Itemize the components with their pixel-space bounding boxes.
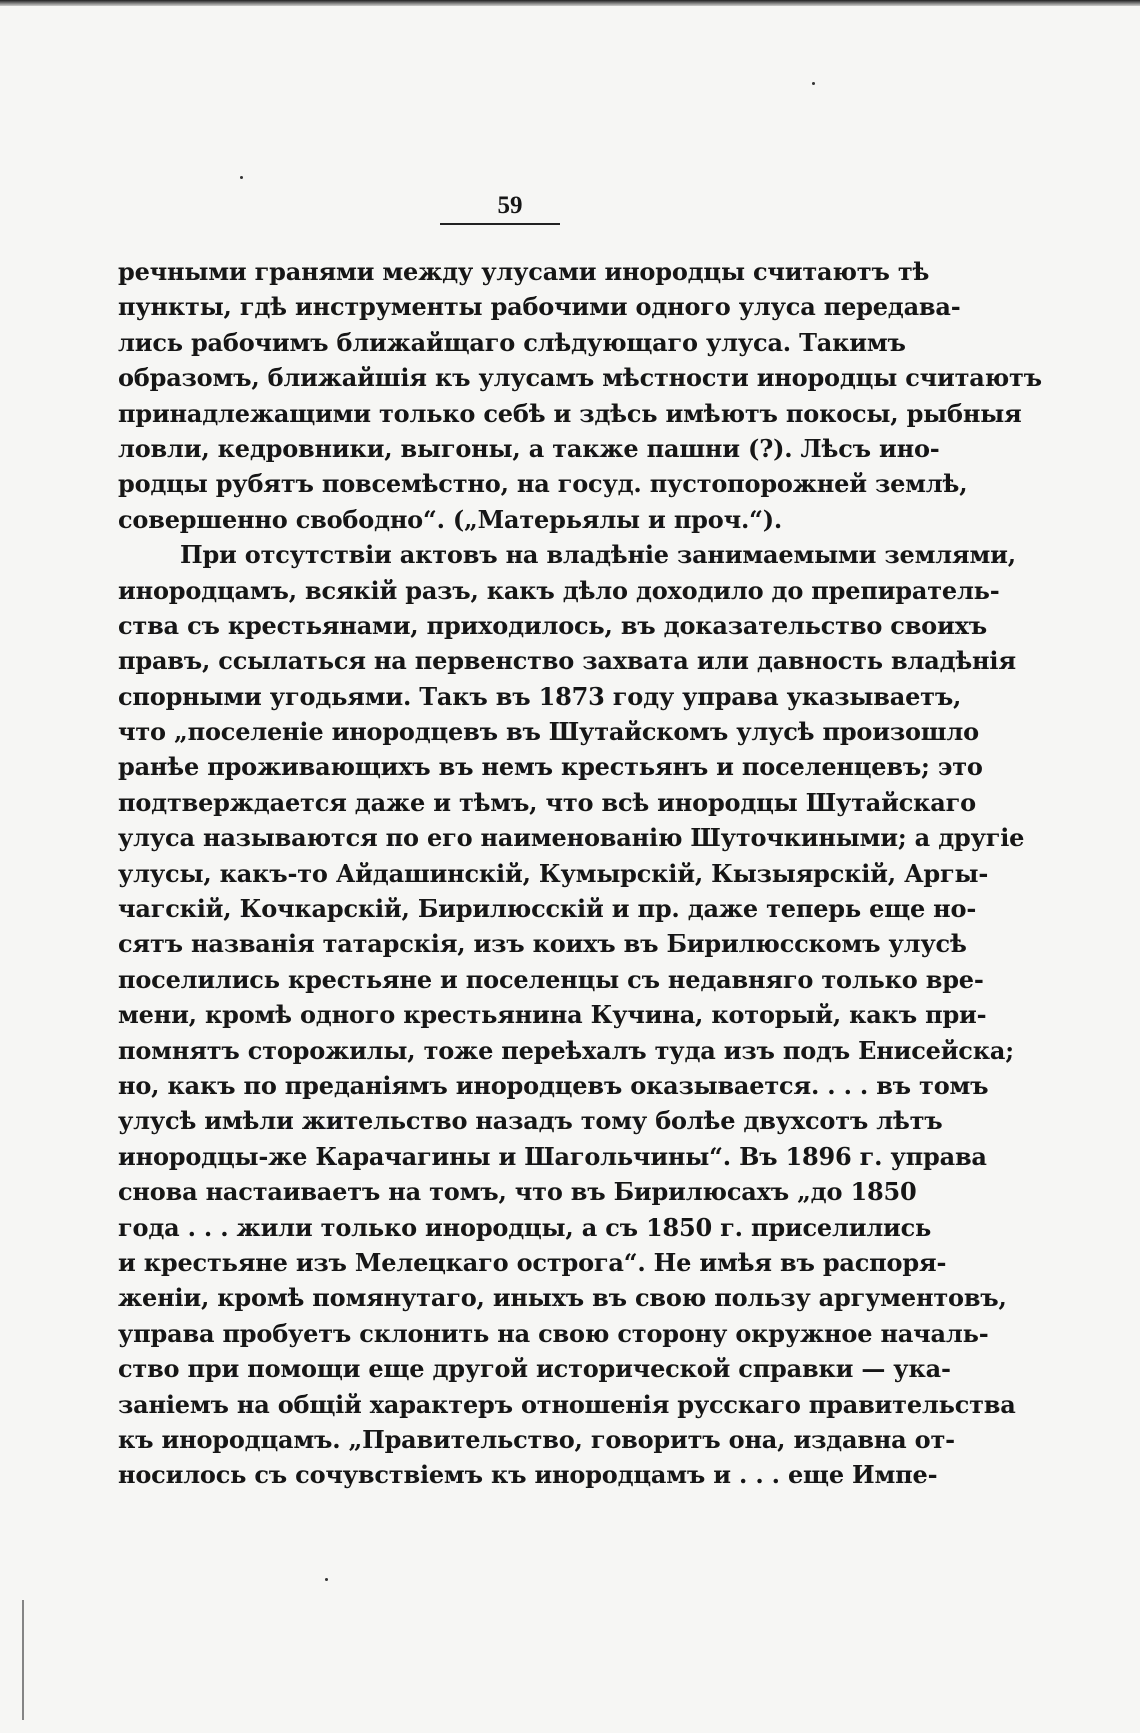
scan-left-edge xyxy=(22,1600,24,1720)
text-line: правъ, ссылаться на первенство захвата или давность владѣнія xyxy=(118,646,1016,676)
text-line: родцы рубятъ повсемѣстно, на госуд. пустопорожней землѣ, xyxy=(118,469,968,499)
text-line: ранѣе проживающихъ въ немъ крестьянъ и поселенцевъ; это xyxy=(118,752,983,782)
text-line: При отсутствіи актовъ на владѣніе занимаемыми землями, xyxy=(180,540,1016,570)
page-number-rule xyxy=(440,223,560,225)
text-line: чагскій, Кочкарскій, Бирилюсскій и пр. даже теперь еще но- xyxy=(118,894,977,924)
text-line: сятъ названія татарскія, изъ коихъ въ Бирилюсскомъ улусѣ xyxy=(118,929,967,959)
text-line: совершенно свободно“. („Матерьялы и проч.“). xyxy=(118,504,783,534)
text-line: улуса называются по его наименованію Шуточкиными; а другіе xyxy=(118,823,1025,853)
text-line: инородцы-же Карачагины и Шагольчины“. Въ 1896 г. управа xyxy=(118,1141,987,1171)
text-line: подтверждается даже и тѣмъ, что всѣ инородцы Шутайскаго xyxy=(118,787,976,817)
text-line: къ инородцамъ. „Правительство, говоритъ она, издавна от- xyxy=(118,1424,955,1454)
text-line: ство при помощи еще другой исторической справки — ука- xyxy=(118,1354,951,1384)
text-line: управа пробуетъ склонить на свою сторону окружное началь- xyxy=(118,1318,989,1348)
page-number: 59 xyxy=(497,192,523,219)
text-line: снова настаиваетъ на томъ, что въ Бирилюсахъ „до 1850 xyxy=(118,1177,917,1207)
text-line: ловли, кедровники, выгоны, а также пашни (?). Лѣсъ ино- xyxy=(118,433,940,463)
text-line: ства съ крестьянами, приходилось, въ доказательство своихъ xyxy=(118,610,987,640)
page-text xyxy=(118,254,1042,1493)
text-line: помнятъ сторожилы, тоже переѣхалъ туда изъ подъ Енисейска; xyxy=(118,1035,1014,1065)
text-line: образомъ, ближайшія къ улусамъ мѣстности инородцы считаютъ xyxy=(118,363,1042,393)
scan-speck xyxy=(240,176,243,179)
text-line: пункты, гдѣ инструменты рабочими одного улуса передава- xyxy=(118,292,961,322)
text-line: поселились крестьяне и поселенцы съ недавняго только вре- xyxy=(118,964,984,994)
paragraph xyxy=(118,537,1025,1493)
text-line: речными гранями между улусами инородцы считаютъ тѣ xyxy=(118,257,930,286)
text-line: года . . . жили только инородцы, а съ 1850 г. приселились xyxy=(118,1212,932,1242)
text-line: заніемъ на общій характеръ отношенія русскаго правительства xyxy=(118,1389,1016,1419)
text-line: и крестьяне изъ Мелецкаго острога“. Не имѣя въ распоря- xyxy=(118,1247,947,1277)
text-line: инородцамъ, всякій разъ, какъ дѣло доходило до препиратель- xyxy=(118,575,1000,605)
scan-speck xyxy=(325,1578,328,1581)
text-line: улусѣ имѣли жительство назадъ тому болѣе двухсотъ лѣтъ xyxy=(118,1106,943,1136)
text-line: что „поселеніе инородцевъ въ Шутайскомъ улусѣ произошло xyxy=(118,717,979,747)
text-line: женіи, кромѣ помянутаго, иныхъ въ свою пользу аргументовъ, xyxy=(118,1283,1007,1313)
text-line: лись рабочимъ ближайщаго слѣдующаго улуса. Такимъ xyxy=(118,327,906,357)
scan-top-edge xyxy=(0,0,1140,6)
paragraph xyxy=(118,254,1042,537)
text-line: мени, кромѣ одного крестьянина Кучина, который, какъ при- xyxy=(118,1000,987,1030)
scan-speck xyxy=(812,82,815,85)
text-line: но, какъ по преданіямъ инородцевъ оказывается. . . . въ томъ xyxy=(118,1070,989,1100)
text-line: носилось съ сочувствіемъ къ инородцамъ и . . . еще Импе- xyxy=(118,1460,938,1490)
text-line: принадлежащими только себѣ и здѣсь имѣютъ покосы, рыбныя xyxy=(118,398,1022,428)
text-line: спорными угодьями. Такъ въ 1873 году управа указываетъ, xyxy=(118,681,962,711)
text-line: улусы, какъ-то Айдашинскій, Кумырскій, Кызыярскій, Аргы- xyxy=(118,858,989,888)
